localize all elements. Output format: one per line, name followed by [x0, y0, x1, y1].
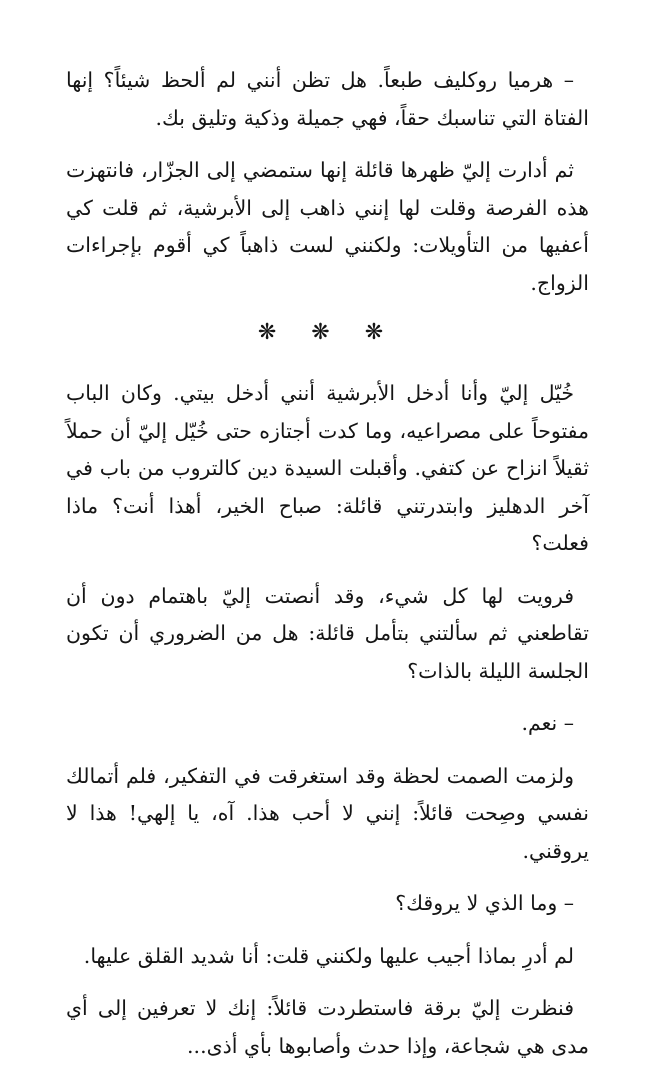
paragraph-silence: ولزمت الصمت لحظة وقد استغرقت في التفكير، فلم أتمالك نفسي وصِحت قائلاً: إنني لا أحب هذا. آه، يا إلهي! هذا لا يروقني. — [66, 763, 589, 863]
paragraph-entering-vicarage: خُيّل إليّ وأنا أدخل الأبرشية أنني أدخل بيتي. وكان الباب مفتوحاً على مصراعيه، وما كدت أجتازه حتى خُيّل إليّ أن حملاً ثقيلاً انزاح عن كتفي. وأقبلت السيدة دين كالتروب من باب في آخر الدهليز وابتدرتني قائلة: صباح الخير، أهذا أنت؟ ماذا فعلت؟ — [66, 381, 589, 555]
paragraph-hermia-dialogue: – هرميا روكليف طبعاً. هل تظن أنني لم ألحظ شيئاً؟ إنها الفتاة التي تناسبك حقاً، فهي جميلة وذكية وتليق بك. — [66, 68, 589, 130]
paragraph-worried: لم أدرِ بماذا أجيب عليها ولكنني قلت: أنا شديد القلق عليها. — [83, 943, 574, 968]
paragraph-what-bothers: – وما الذي لا يروقك؟ — [395, 891, 574, 915]
paragraph-courage: فنظرت إليّ برقة فاستطردت قائلاً: إنك لا تعرفين إلى أي مدى هي شجاعة، وإذا حدث وأصابوها بأي أذى... — [66, 996, 589, 1058]
section-separator: ❋ ❋ ❋ — [257, 320, 398, 345]
paragraph-told-everything: فرويت لها كل شيء، وقد أنصتت إليّ باهتمام دون أن تقاطعني ثم سألتني بتأمل قائلة: هل من الضروري أن تكون الجلسة الليلة بالذات؟ — [66, 583, 589, 683]
paragraph-yes: – نعم. — [521, 711, 574, 735]
book-page — [0, 62, 651, 1080]
paragraph-turned-away: ثم أدارت إليّ ظهرها قائلة إنها ستمضي إلى الجزّار، فانتهزت هذه الفرصة وقلت لها إنني ذاهب إلى الأبرشية، ثم قلت كي أعفيها من التأويلات: ولكنني لست ذاهباً كي أقوم بإجراءات الزواج. — [66, 158, 589, 295]
